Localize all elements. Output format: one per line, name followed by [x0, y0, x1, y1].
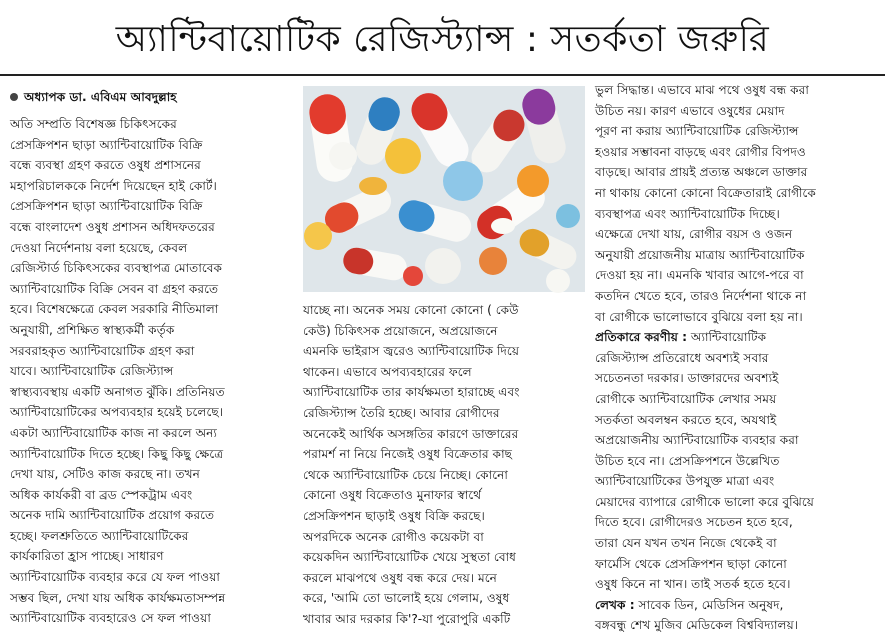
article-column-3: [595, 80, 880, 633]
byline-bullet-icon: [10, 93, 18, 101]
column-1-text: অতি সম্প্রতি বিশেষজ্ঞ চিকিৎসকের প্রেসক্রিপশন ছাড়া অ্যান্টিবায়োটিক বিক্রি বন্ধে ব্যবস্থা গ্রহণ করতে ওষুধ প্রশাসনের মহাপরিচালককে নির্দেশ দিয়েছেন হাই কোর্ট। প্রেসক্রিপশন ছাড়া অ্যান্টিবায়োটিক বিক্রি বন্ধে বাংলাদেশ ওষুধ প্রশাসন অধিদফতরের দেওয়া নির্দেশনায় বলা হয়েছে, কেবল রেজিস্টার্ড চিকিৎসকের ব্যবস্থাপত্র মোতাবেক অ্যান্টিবায়োটিক বিক্রি সেবন বা গ্রহণ করতে হবে। বিশেষক্ষেত্রে কেবল সরকারি নীতিমালা অনুযায়ী, প্রশিক্ষিত স্বাস্থ্যকর্মী কর্তৃক সরবরাহকৃত অ্যান্টিবায়োটিক গ্রহণ করা যাবে। অ্যান্টিবায়োটিক রেজিস্ট্যান্স স্বাস্থ্যব্যবস্থায় একটি অনাগত ঝুঁকি। প্রতিনিয়ত অ্যান্টিবায়োটিকের অপব্যবহার হয়েই চলেছে। একটা অ্যান্টিবায়োটিক কাজ না করলে অন্য অ্যান্টিবায়োটিক দিতে হচ্ছে। কিছু কিছু ক্ষেত্রে দেখা যায়, সেটিও কাজ করছে না। তখন অধিক কার্যকরী বা ব্রড স্পেকট্রাম এবং অনেক দামি অ্যান্টিবায়োটিক প্রয়োগ করতে হচ্ছে। ফলশ্রুতিতে অ্যান্টিবায়োটিকের কার্যকারিতা হ্রাস পাচ্ছে। সাধারণ অ্যান্টিবায়োটিক ব্যবহার করে যে ফল পাওয়া সম্ভব ছিল, দেখা যায় অধিক কার্যক্ষমতাসম্পন্ন অ্যান্টিবায়োটিক ব্যবহারেও সে ফল পাওয়া: [10, 117, 226, 626]
article-column-2: [303, 300, 587, 626]
byline: [10, 86, 296, 108]
article-column-1: [10, 86, 296, 626]
remedy-label: প্রতিকারে করণীয় :: [595, 330, 688, 345]
remedy-text: অ্যান্টিবায়োটিক রেজিস্ট্যান্স প্রতিরোধে অবশ্যই সবার সচেতনতা দরকার। ডাক্তারদের অবশ্যই রোগীকে অ্যান্টিবায়োটিক লেখার সময় সতর্কতা অবলম্বন করতে হবে, অযথাই অপ্রয়োজনীয় অ্যান্টিবায়োটিক ব্যবহার করা উচিত হবে না। প্রেসক্রিপশনে উল্লেখিত অ্যান্টিবায়োটিকের উপযুক্ত মাত্রা এবং মেয়াদের ব্যাপারে রোগীকে ভালো করে বুঝিয়ে দিতে হবে। রোগীদেরও সচেতন হতে হবে, তারা যেন যখন তখন নিজে থেকেই বা ফার্মেসি থেকে প্রেসক্রিপশন ছাড়া কোনো ওষুধ কিনে না খান। তাই সতর্ক হতে হবে।: [595, 330, 814, 592]
headline: অ্যান্টিবায়োটিক রেজিস্ট্যান্স : সতর্কতা জরুরি: [115, 19, 770, 60]
author-label: লেখক :: [595, 597, 635, 612]
author-note: [595, 595, 880, 636]
column-2-text: যাচ্ছে না। অনেক সময় কোনো কোনো ( কেউ কেউ) চিকিৎসক প্রয়োজনে, অপ্রয়োজনে এমনকি ভাইরাস জ্বরেও অ্যান্টিবায়োটিক দিয়ে থাকেন। এভাবে অপব্যবহারের ফলে অ্যান্টিবায়োটিক তার কার্যক্ষমতা হারাচ্ছে এবং রেজিস্ট্যান্স তৈরি হচ্ছে। আবার রোগীদের অনেকেই আর্থিক অসঙ্গতির কারণে ডাক্তারের পরামর্শ না নিয়ে নিজেই ওষুধ বিক্রেতার কাছ থেকে অ্যান্টিবায়োটিক চেয়ে নিচ্ছে। কোনো কোনো ওষুধ বিক্রেতাও মুনাফার স্বার্থে প্রেসক্রিপশন ছাড়াই ওষুধ বিক্রি করছে। অপরদিকে অনেক রোগীও কয়েকটা বা কয়েকদিন অ্যান্টিবায়োটিক খেয়ে সুস্থতা বোধ করলে মাঝপথে ওষুধ বন্ধ করে দেয়। মনে করে, 'আমি তো ভালোই হয়ে গেলাম, ওষুধ খাবার আর দরকার কি'?-যা পুরোপুরি একটি: [303, 303, 520, 626]
column-3-text: ভুল সিদ্ধান্ত। এভাবে মাঝ পথে ওষুধ বন্ধ করা উচিত নয়। কারণ এভাবে ওষুধের মেয়াদ পূরণ না করায় অ্যান্টিবায়োটিক রেজিস্ট্যান্স হওয়ার সম্ভাবনা বাড়ছে এবং রোগীর বিপদও বাড়ছে। আবার প্রায়ই প্রত্যন্ত অঞ্চলে ডাক্তার না থাকায় কোনো কোনো বিক্রেতারাই রোগীকে ব্যবস্থাপত্র এবং অ্যান্টিবায়োটিক দিচ্ছে। এক্ষেত্রে দেখা যায়, রোগীর বয়স ও ওজন অনুযায়ী প্রয়োজনীয় মাত্রায় অ্যান্টিবায়োটিক দেওয়া হয় না। এমনকি খাবার আগে-পরে বা কতদিন খেতে হবে, তারও নির্দেশনা থাকে না বা রোগীকে ভালোভাবে বুঝিয়ে বলা হয় না।: [595, 83, 816, 324]
remedy-paragraph: [595, 327, 880, 595]
headline-rule: [0, 74, 885, 76]
byline-author: অধ্যাপক ডা. এবিএম আবদুল্লাহ: [24, 89, 177, 104]
medicine-pills-image: [303, 86, 585, 292]
author-text: সাবেক ডিন, মেডিসিন অনুষদ, বঙ্গবন্ধু শেখ মুজিব মেডিকেল বিশ্ববিদ্যালয়।: [595, 597, 799, 633]
